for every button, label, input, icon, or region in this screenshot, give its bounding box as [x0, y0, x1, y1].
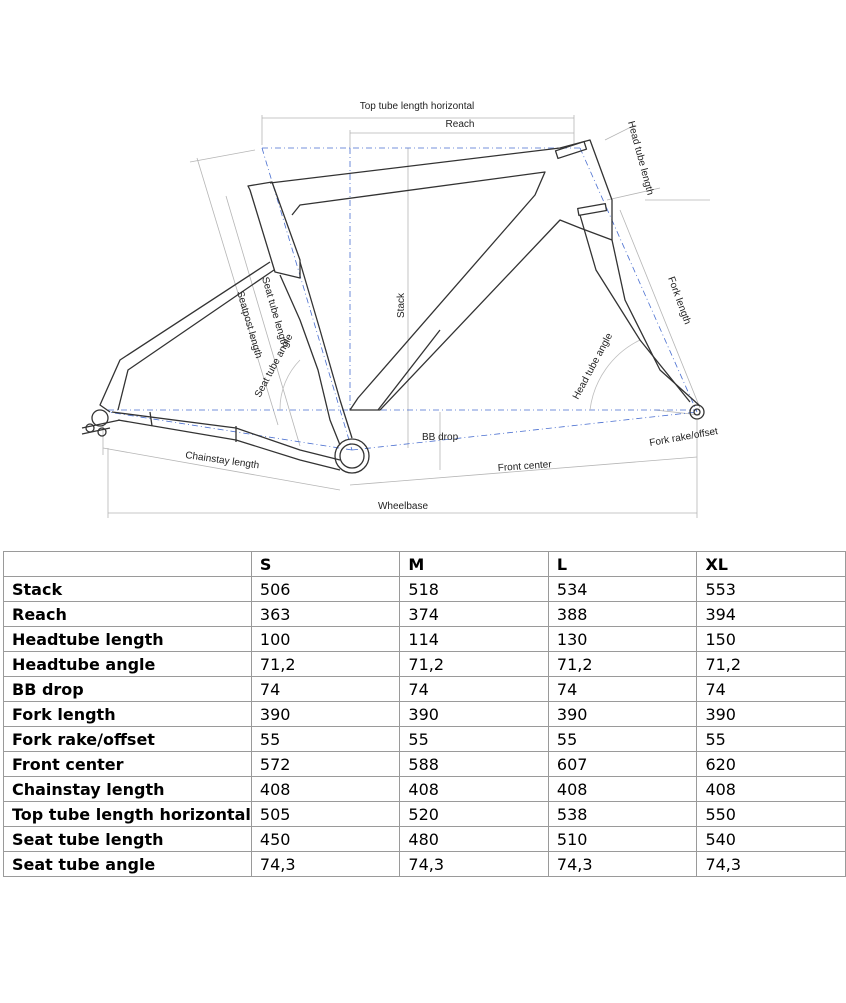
table-cell: 390 — [400, 702, 549, 727]
table-cell: 130 — [548, 627, 697, 652]
table-row — [4, 827, 846, 852]
table-cell: 363 — [251, 602, 400, 627]
table-cell: 390 — [251, 702, 400, 727]
row-label: Fork rake/offset — [4, 727, 252, 752]
table-cell: 150 — [697, 627, 846, 652]
row-label: Fork length — [4, 702, 252, 727]
table-cell: 71,2 — [400, 652, 549, 677]
table-row — [4, 677, 846, 702]
label-wheelbase: Wheelbase — [377, 501, 429, 512]
label-seat-tube-angle: Seat tube angle — [252, 332, 296, 400]
table-cell: 408 — [400, 777, 549, 802]
row-label: Chainstay length — [4, 777, 252, 802]
label-chainstay: Chainstay length — [184, 450, 260, 472]
table-cell: 408 — [548, 777, 697, 802]
table-cell: 388 — [548, 602, 697, 627]
table-cell: 394 — [697, 602, 846, 627]
table-cell: 620 — [697, 752, 846, 777]
table-row — [4, 777, 846, 802]
label-front-center: Front center — [497, 459, 552, 474]
table-row — [4, 627, 846, 652]
table-cell: 374 — [400, 602, 549, 627]
table-row — [4, 802, 846, 827]
table-cell: 518 — [400, 577, 549, 602]
bike-frame — [82, 140, 704, 473]
table-cell: 74,3 — [697, 852, 846, 877]
label-head-tube-length: Head tube length — [625, 119, 656, 197]
table-cell: 71,2 — [697, 652, 846, 677]
table-cell: 572 — [251, 752, 400, 777]
table-body — [4, 577, 846, 877]
table-row — [4, 852, 846, 877]
geometry-table — [3, 551, 846, 877]
table-cell: 55 — [400, 727, 549, 752]
table-cell: 114 — [400, 627, 549, 652]
label-seat-tube-length: Seat tube length — [259, 275, 290, 349]
table-cell: 510 — [548, 827, 697, 852]
table-row — [4, 752, 846, 777]
table-cell: 390 — [548, 702, 697, 727]
label-reach: Reach — [445, 119, 475, 130]
table-cell: 588 — [400, 752, 549, 777]
table-cell: 408 — [251, 777, 400, 802]
table-cell: 55 — [697, 727, 846, 752]
table-cell: 408 — [697, 777, 846, 802]
row-label: BB drop — [4, 677, 252, 702]
table-cell: 538 — [548, 802, 697, 827]
label-top-tube: Top tube length horizontal — [359, 101, 475, 112]
table-cell: 550 — [697, 802, 846, 827]
table-cell: 480 — [400, 827, 549, 852]
row-label: Seat tube length — [4, 827, 252, 852]
table-row — [4, 602, 846, 627]
table-cell: 74,3 — [251, 852, 400, 877]
row-label: Front center — [4, 752, 252, 777]
table-row — [4, 652, 846, 677]
table-cell: 505 — [251, 802, 400, 827]
row-label: Seat tube angle — [4, 852, 252, 877]
table-cell: 74 — [251, 677, 400, 702]
table-cell: 74,3 — [400, 852, 549, 877]
table-cell: 74 — [697, 677, 846, 702]
label-head-tube-angle: Head tube angle — [570, 331, 616, 402]
table-cell: 520 — [400, 802, 549, 827]
column-header-s: S — [251, 552, 400, 577]
table-row — [4, 702, 846, 727]
row-label: Stack — [4, 577, 252, 602]
table-row — [4, 577, 846, 602]
row-label: Reach — [4, 602, 252, 627]
table-cell: 534 — [548, 577, 697, 602]
table-cell: 100 — [251, 627, 400, 652]
label-stack: Stack — [396, 292, 407, 318]
table-cell: 74 — [548, 677, 697, 702]
table-header-row — [4, 552, 846, 577]
dimension-labels — [185, 101, 719, 512]
table-corner-cell — [4, 552, 252, 577]
table-cell: 71,2 — [548, 652, 697, 677]
table-cell: 55 — [548, 727, 697, 752]
table-cell: 450 — [251, 827, 400, 852]
table-cell: 540 — [697, 827, 846, 852]
table-cell: 71,2 — [251, 652, 400, 677]
table-cell: 506 — [251, 577, 400, 602]
table-row — [4, 727, 846, 752]
label-fork-length: Fork length — [665, 275, 693, 327]
table-cell: 553 — [697, 577, 846, 602]
label-seatpost-length: Seatpost length — [234, 289, 264, 360]
row-label: Headtube length — [4, 627, 252, 652]
row-label: Headtube angle — [4, 652, 252, 677]
row-label: Top tube length horizontal — [4, 802, 252, 827]
table-cell: 390 — [697, 702, 846, 727]
column-header-l: L — [548, 552, 697, 577]
label-fork-rake: Fork rake/offset — [648, 426, 719, 449]
label-bb-drop: BB drop — [422, 432, 459, 443]
table-cell: 55 — [251, 727, 400, 752]
table-cell: 607 — [548, 752, 697, 777]
table-cell: 74 — [400, 677, 549, 702]
column-header-xl: XL — [697, 552, 846, 577]
table-cell: 74,3 — [548, 852, 697, 877]
column-header-m: M — [400, 552, 549, 577]
